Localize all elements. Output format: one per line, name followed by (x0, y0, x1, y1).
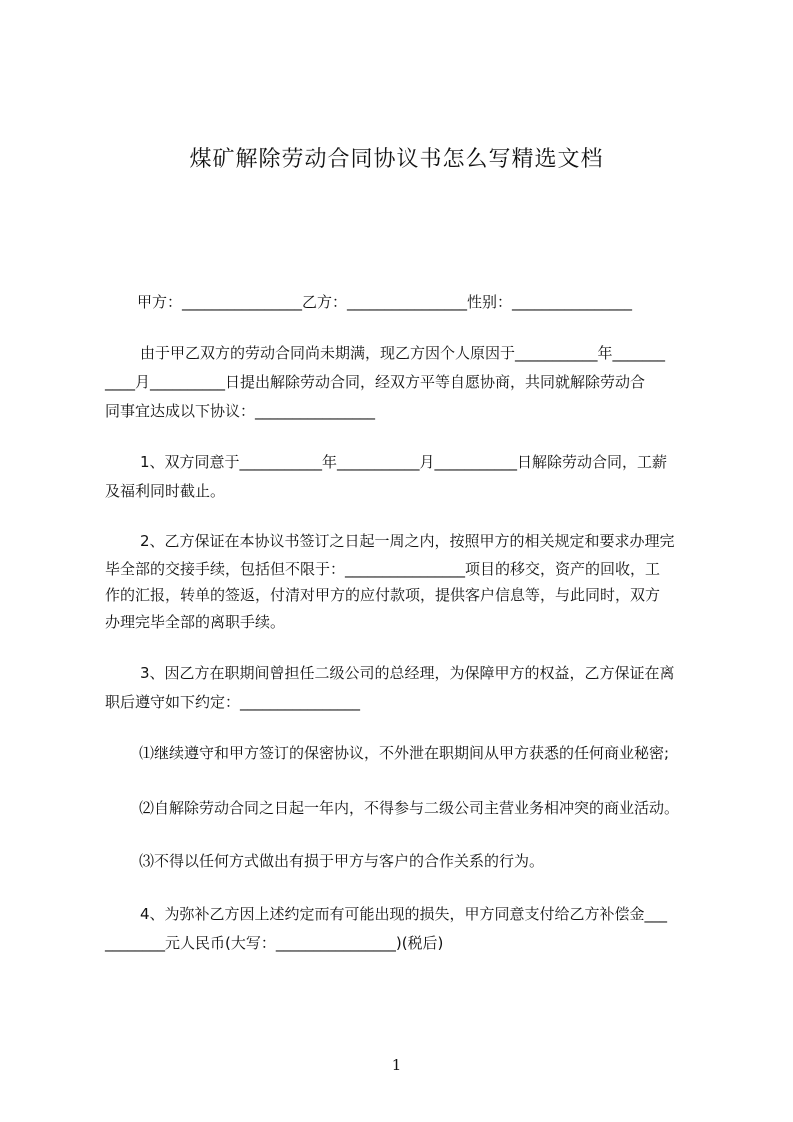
clause-3-item-1: ⑴继续遵守和甲方签订的保密协议，不外泄在职期间从甲方获悉的任何商业秘密; (139, 744, 670, 762)
clause-3-item-3: ⑶不得以任何方式做出有损于甲方与客户的合作关系的行为。 (139, 852, 545, 870)
clause-3-line-1: 3、因乙方在职期间曾担任二级公司的总经理，为保障甲方的权益，乙方保证在离 (140, 664, 675, 682)
clause-2-line-3: 作的汇报，转单的签返，付清对甲方的应付款项，提供客户信息等，与此同时，双方 (105, 586, 661, 604)
clause-1-line-1: 1、双方同意于___________年___________月___________日解除劳动合同，工薪 (140, 453, 668, 471)
clause-1-line-2: 及福利同时截止。 (105, 482, 226, 500)
parties-line: 甲方：________________乙方：________________性别：________________ (137, 293, 633, 311)
intro-line-2: ____月__________日提出解除劳动合同，经双方平等自愿协商，共同就解除劳动合 (105, 373, 646, 391)
clause-4-line-2: ________元人民币(大写：________________)(税后) (105, 934, 444, 952)
clause-2-line-1: 2、乙方保证在本协议书签订之日起一周之内，按照甲方的相关规定和要求办理完 (140, 532, 675, 550)
intro-line-1: 由于甲乙双方的劳动合同尚未期满，现乙方因个人原因于___________年_______ (140, 344, 666, 362)
clause-4-line-1: 4、为弥补乙方因上述约定而有可能出现的损失，甲方同意支付给乙方补偿金___ (140, 905, 668, 923)
clause-2-line-4: 办理完毕全部的离职手续。 (105, 613, 286, 631)
clause-3-line-2: 职后遵守如下约定：________________ (105, 693, 361, 711)
intro-line-3: 同事宜达成以下协议：________________ (105, 402, 376, 420)
document-title: 煤矿解除劳动合同协议书怎么写精选文档 (189, 147, 604, 172)
clause-2-line-2: 毕全部的交接手续，包括但不限于：________________项目的移交，资产的回收，工 (105, 560, 661, 578)
page-number: 1 (391, 1056, 402, 1074)
clause-3-item-2: ⑵自解除劳动合同之日起一年内，不得参与二级公司主营业务相冲突的商业活动。 (139, 799, 680, 817)
